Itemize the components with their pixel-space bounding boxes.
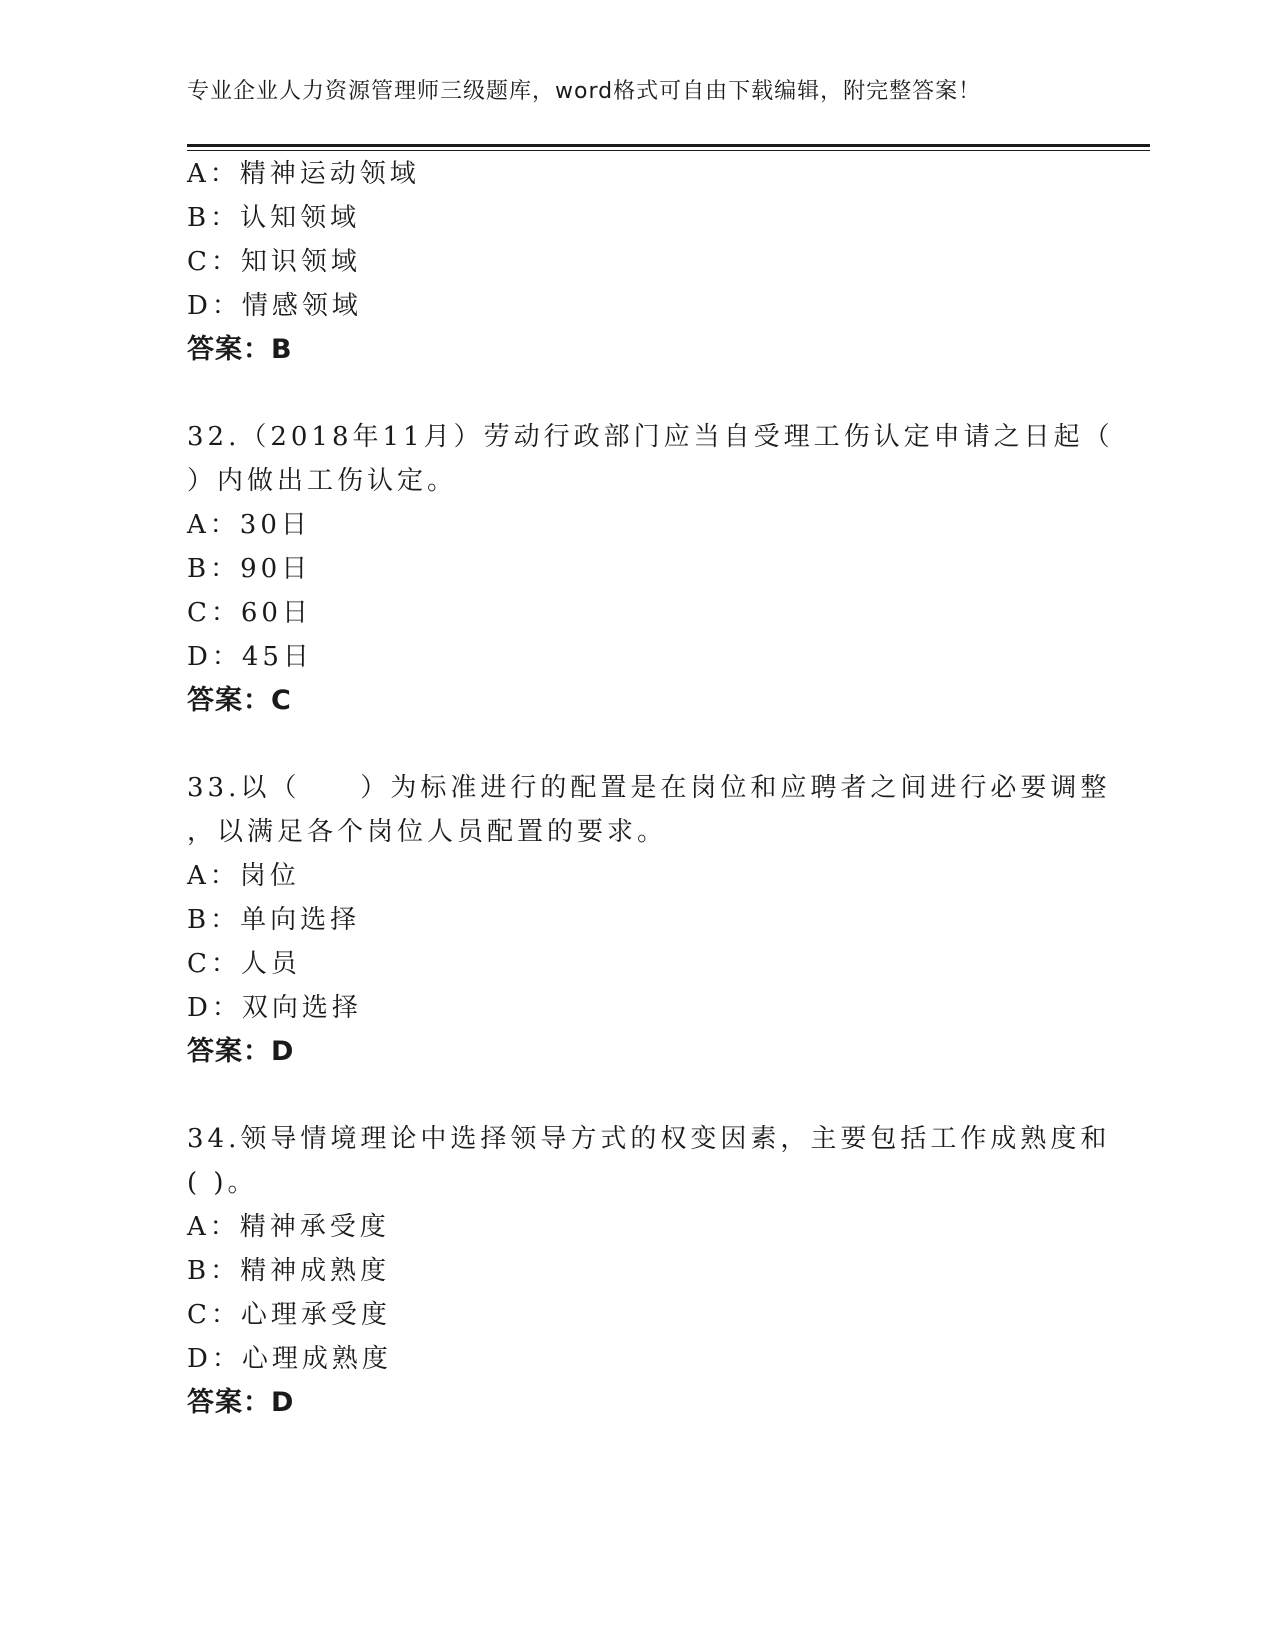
- q33-option-a: A：岗位: [187, 861, 300, 891]
- prev-option-b: B：认知领域: [187, 203, 361, 233]
- prev-option-d: D：情感领域: [187, 291, 362, 321]
- q34-option-d: D：心理成熟度: [187, 1344, 392, 1374]
- q33-answer: 答案：D: [187, 1036, 295, 1067]
- q34-stem-line1: 34.领导情境理论中选择领导方式的权变因素，主要包括工作成熟度和: [187, 1124, 1111, 1154]
- q34-stem-line2: ( )。: [187, 1168, 258, 1198]
- q33-stem-line2: ，以满足各个岗位人员配置的要求。: [187, 817, 668, 847]
- header-rule-thin: [187, 150, 1150, 151]
- q32-stem-line1: 32.（2018年11月）劳动行政部门应当自受理工伤认定申请之日起（: [187, 422, 1114, 452]
- q32-option-b: B：90日: [187, 554, 312, 584]
- header-rule-thick: [187, 144, 1150, 147]
- q33-option-b: B：单向选择: [187, 905, 361, 935]
- q34-option-a: A：精神承受度: [187, 1212, 390, 1242]
- prev-option-a: A：精神运动领域: [187, 159, 420, 189]
- q34-answer: 答案：D: [187, 1387, 295, 1418]
- page-header: 专业企业人力资源管理师三级题库，word格式可自由下载编辑，附完整答案！: [187, 79, 982, 104]
- q32-option-d: D：45日: [187, 642, 313, 672]
- q32-option-a: A：30日: [187, 510, 311, 540]
- q34-option-c: C：心理承受度: [187, 1300, 391, 1330]
- q33-option-c: C：人员: [187, 949, 301, 979]
- prev-answer: 答案：B: [187, 334, 293, 365]
- prev-option-c: C：知识领域: [187, 247, 361, 277]
- q33-stem-line1: 33.以（ ）为标准进行的配置是在岗位和应聘者之间进行必要调整: [187, 773, 1111, 803]
- q32-stem-line2: ）内做出工伤认定。: [187, 466, 458, 496]
- q34-option-b: B：精神成熟度: [187, 1256, 391, 1286]
- q32-answer: 答案：C: [187, 685, 292, 716]
- q32-option-c: C：60日: [187, 598, 312, 628]
- q33-option-d: D：双向选择: [187, 993, 362, 1023]
